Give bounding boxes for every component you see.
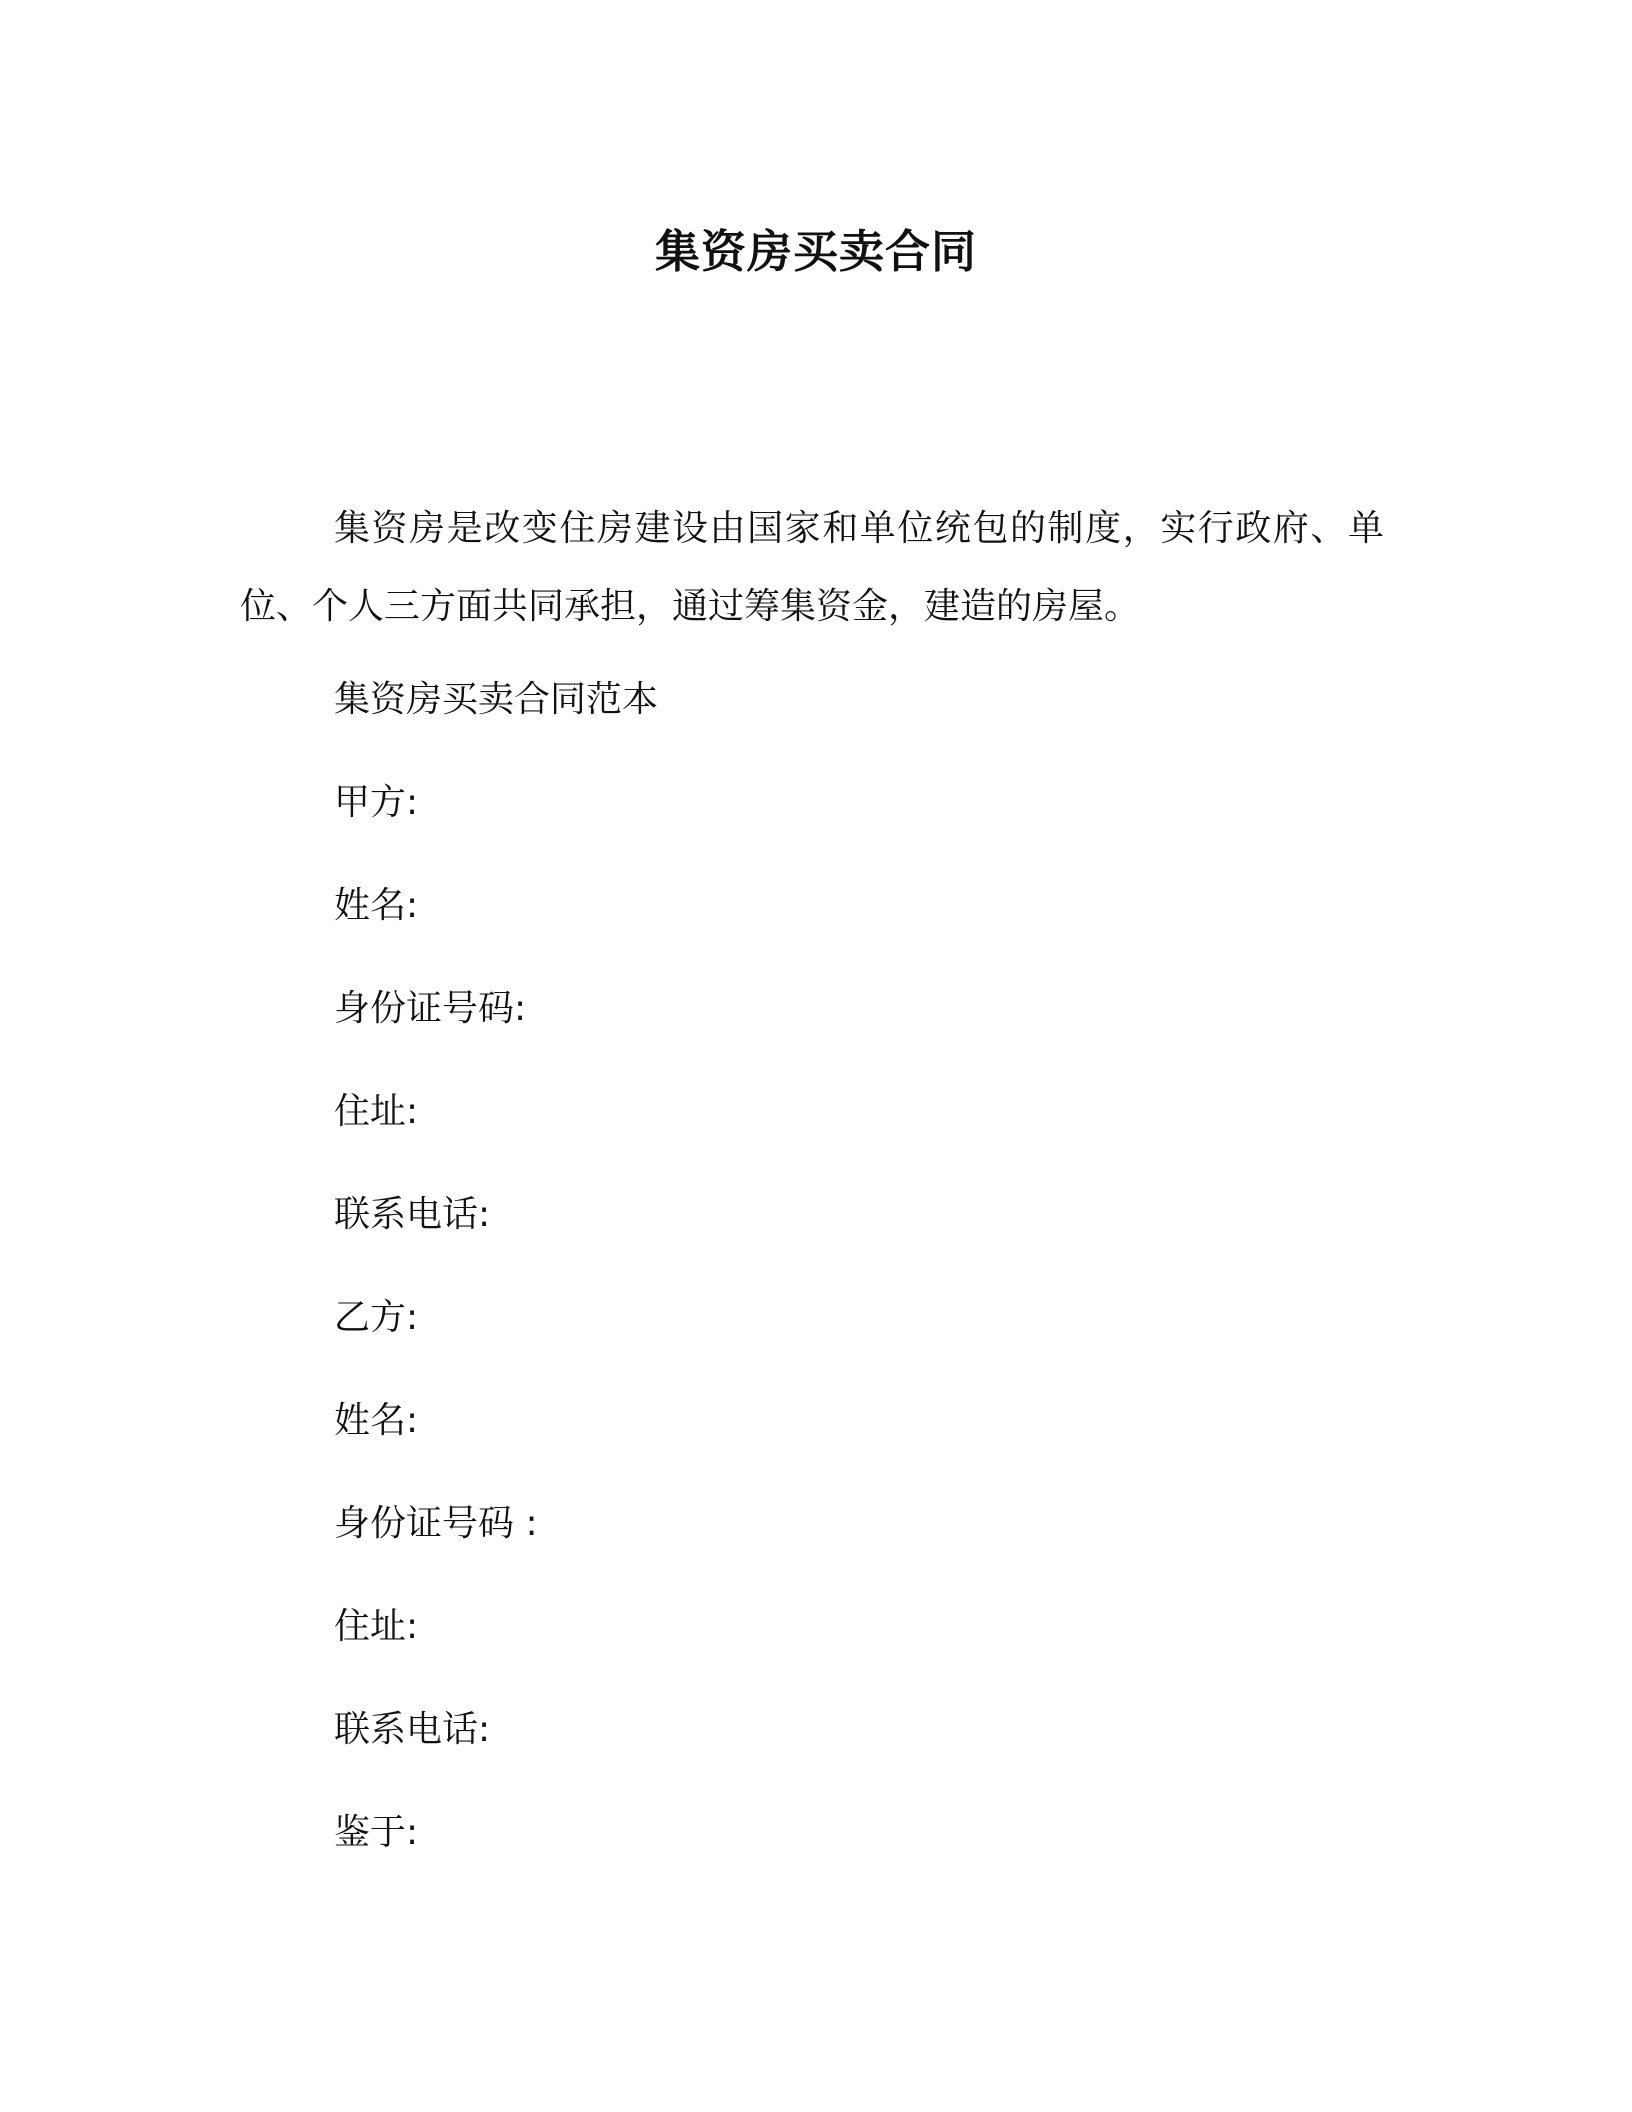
party-a-name-label: 姓名: xyxy=(334,885,419,926)
party-a-phone-label: 联系电话: xyxy=(334,1194,491,1235)
whereas-label: 鉴于: xyxy=(334,1812,419,1853)
party-b-heading: 乙方: xyxy=(334,1297,419,1338)
party-b-phone-label: 联系电话: xyxy=(334,1709,491,1750)
party-b-address-label: 住址: xyxy=(334,1606,419,1647)
document-title: 集资房买卖合同 xyxy=(654,225,977,278)
party-a-heading: 甲方: xyxy=(334,782,419,823)
intro-paragraph: 集资房是改变住房建设由国家和单位统包的制度，实行政府、单位、个人三方面共同承担，通过筹集资金，建造的房屋。 xyxy=(240,508,1384,627)
contract-subtitle: 集资房买卖合同范本 xyxy=(334,679,659,720)
party-a-id-label: 身份证号码: xyxy=(334,988,527,1029)
party-a-address-label: 住址: xyxy=(334,1091,419,1132)
party-b-name-label: 姓名: xyxy=(334,1400,419,1441)
party-b-id-label: 身份证号码 : xyxy=(334,1503,538,1544)
